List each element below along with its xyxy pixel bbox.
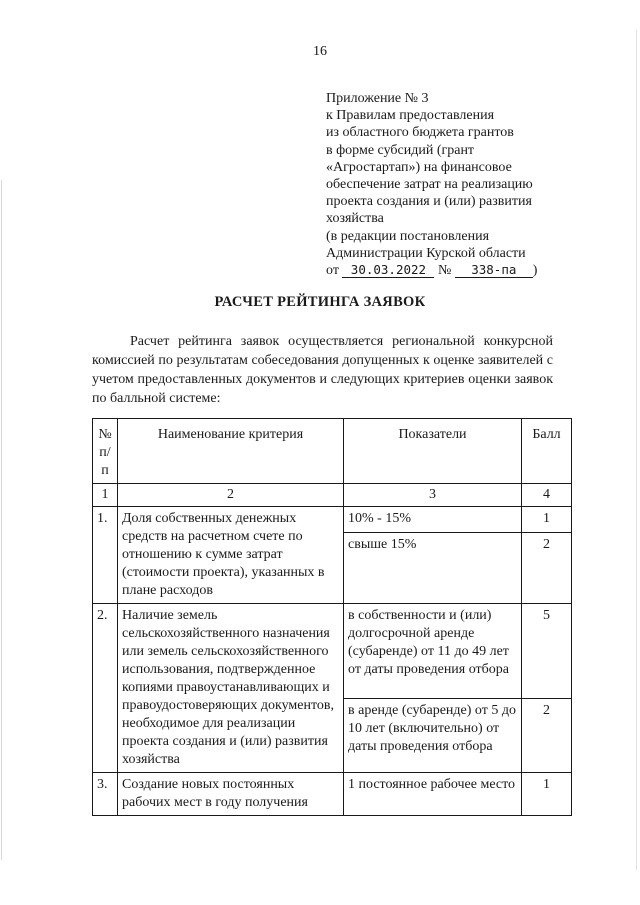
document-heading: РАСЧЕТ РЕЙТИНГА ЗАЯВОК	[214, 294, 426, 310]
decree-line	[326, 262, 626, 279]
header-criterion: Наименование критерия	[118, 419, 344, 484]
indicator-cell: в собственности и (или) долгосрочной аренде (субаренде) от 11 до 49 лет от даты проведения отбора	[344, 604, 522, 699]
score-cell: 1	[522, 507, 572, 533]
row-number: 2.	[93, 604, 118, 773]
date-prefix: от	[326, 263, 339, 279]
score-cell: 5	[522, 604, 572, 699]
criterion-cell: Наличие земель сельскохозяйственного назначения или земель сельскохозяйственного использования, подтвержденное копиями правоустанавливающих и правоудостоверяющих документов, необходимое для реализации проекта создания и (или) развития хозяйства	[118, 604, 344, 773]
number-prefix: №	[437, 263, 452, 279]
table-row	[93, 507, 572, 533]
criterion-cell: Доля собственных денежных средств на расчетном счете по отношению к сумме затрат (стоимости проекта), указанных в плане расходов	[118, 507, 344, 604]
appendix-line: хозяйства	[326, 211, 384, 227]
header-number: № п/п	[93, 419, 118, 484]
appendix-line: Приложение № 3	[326, 91, 429, 106]
column-number: 1	[93, 484, 118, 507]
intro-paragraph: Расчет рейтинга заявок осуществляется региональной конкурсной комиссией по результатам собеседования допущенных к оценке заявителей с учетом предоставленных документов и следующих критериев оценки заявок по балльной системе:	[92, 334, 553, 406]
appendix-line: (в редакции постановления	[326, 228, 490, 244]
table-row	[93, 773, 572, 816]
decree-date: 30.03.2022	[342, 262, 434, 278]
closing-paren: )	[532, 263, 538, 279]
appendix-block	[326, 90, 626, 279]
score-cell: 1	[522, 773, 572, 816]
scan-edge-left	[1, 180, 2, 860]
header-row	[93, 419, 572, 484]
score-cell: 2	[522, 699, 572, 773]
appendix-line: из областного бюджета грантов	[326, 125, 514, 141]
appendix-line: обеспечение затрат на реализацию	[326, 177, 533, 193]
page-number: 16	[313, 44, 327, 59]
appendix-line: к Правилам предоставления	[326, 108, 495, 124]
row-number: 3.	[93, 773, 118, 816]
column-number: 3	[344, 484, 522, 507]
criteria-table	[92, 418, 572, 816]
indicator-cell: 10% - 15%	[344, 507, 522, 533]
indicator-cell: 1 постоянное рабочее место	[344, 773, 522, 816]
criterion-cell: Создание новых постоянных рабочих мест в году получения	[118, 773, 344, 816]
column-number-row	[93, 484, 572, 507]
indicator-cell: свыше 15%	[344, 533, 522, 604]
header-score: Балл	[522, 419, 572, 484]
scan-edge-right	[636, 30, 637, 870]
decree-number: 338-па	[455, 262, 533, 278]
indicator-cell: в аренде (субаренде) от 5 до 10 лет (включительно) от даты проведения отбора	[344, 699, 522, 773]
score-cell: 2	[522, 533, 572, 604]
row-number: 1.	[93, 507, 118, 604]
column-number: 4	[522, 484, 572, 507]
appendix-line: «Агростартап») на финансовое	[326, 159, 512, 175]
appendix-line: в форме субсидий (грант	[326, 142, 475, 158]
appendix-line: проекта создания и (или) развития	[326, 194, 532, 210]
header-indicators: Показатели	[344, 419, 522, 484]
column-number: 2	[118, 484, 344, 507]
appendix-line: Администрации Курской области	[326, 245, 526, 261]
table-row	[93, 604, 572, 699]
